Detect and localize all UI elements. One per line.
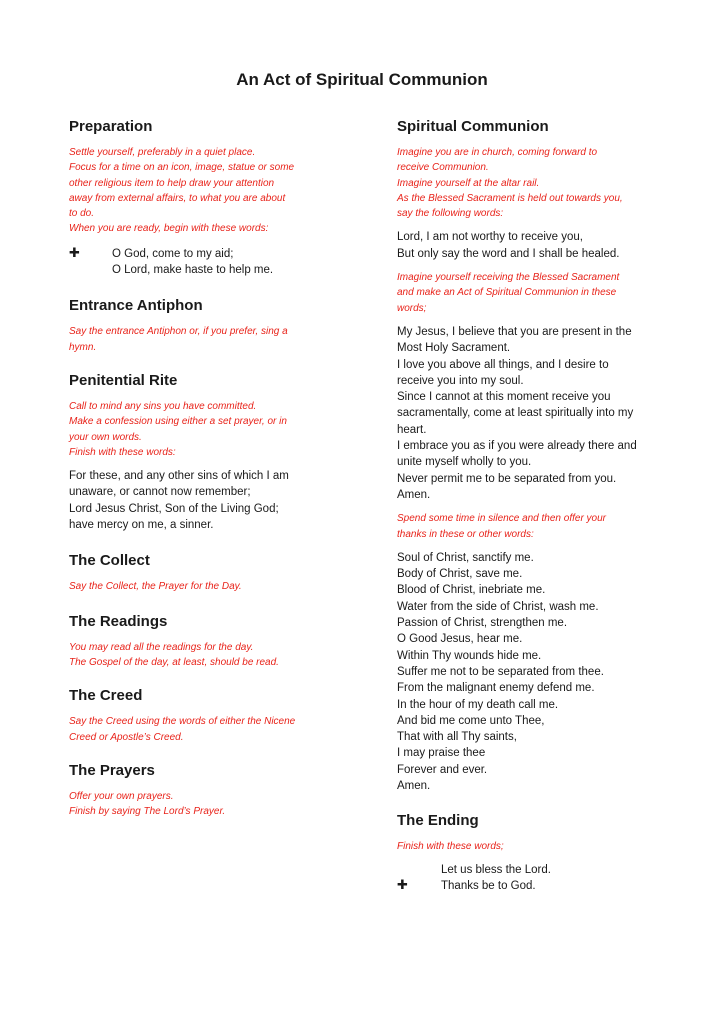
section-preparation [69, 118, 331, 278]
section-spiritual-communion [397, 118, 667, 794]
opening-versicle [69, 246, 331, 279]
instructions-preparation [69, 145, 331, 237]
prayer-line: Body of Christ, save me. [397, 568, 523, 581]
instruction-line: hymn. [69, 341, 97, 353]
heading-ending: The Ending [397, 812, 479, 830]
section-penitential-rite [69, 372, 331, 533]
prayer-line: Most Holy Sacrament. [397, 342, 511, 355]
prayer-line: For these, and any other sins of which I am [69, 470, 289, 483]
instructions-penitential-rite [69, 399, 331, 460]
versicle-line: O Lord, make haste to help me. [112, 264, 274, 277]
instructions-collect [69, 579, 331, 594]
prayer-line: Never permit me to be separated from you. [397, 472, 617, 485]
heading-spiritual-communion: Spiritual Communion [397, 118, 549, 135]
prayer-line: Amen. [397, 488, 431, 501]
instructions-readings [69, 640, 331, 671]
instruction-line: The Gospel of the day, at least, should be read. [69, 656, 279, 668]
instruction-line: to do. [69, 208, 95, 220]
prayer-act-of-communion [397, 324, 667, 503]
prayer-line: Soul of Christ, sanctify me. [397, 551, 534, 564]
instruction-line: Say the entrance Antiphon or, if you prefer, sing a [69, 326, 288, 338]
cross-icon: ✚ [69, 244, 80, 260]
prayer-line: Passion of Christ, strengthen me. [397, 617, 568, 630]
heading-creed: The Creed [69, 687, 143, 705]
instruction-line: Spend some time in silence and then offer your [397, 513, 607, 525]
instruction-line: Creed or Apostle’s Creed. [69, 731, 184, 743]
prayer-line: Forever and ever. [397, 763, 488, 776]
prayer-line: Within Thy wounds hide me. [397, 649, 542, 662]
prayer-not-worthy [397, 229, 667, 262]
prayer-line: unaware, or cannot now remember; [69, 486, 251, 499]
instructions-prayers [69, 789, 331, 820]
prayer-anima-christi [397, 550, 667, 794]
versicle-line: O God, come to my aid; [112, 247, 234, 260]
prayer-line: And bid me come unto Thee, [397, 714, 545, 727]
heading-collect: The Collect [69, 552, 150, 570]
heading-penitential-rite: Penitential Rite [69, 371, 178, 389]
prayer-line: I love you above all things, and I desire to [397, 358, 609, 371]
instruction-line: Say the Creed using the words of either the Nicene [69, 716, 296, 728]
prayer-line: Amen. [397, 779, 431, 792]
instruction-line: Offer your own prayers. [69, 790, 174, 802]
instructions-entrance-antiphon [69, 324, 331, 355]
section-entrance-antiphon [69, 297, 331, 355]
prayer-line: From the malignant enemy defend me. [397, 682, 595, 695]
instruction-line: Make a confession using either a set prayer, or in [69, 416, 287, 428]
section-readings [69, 613, 331, 671]
instruction-line: your own words. [69, 431, 142, 443]
page-title: An Act of Spiritual Communion [236, 70, 488, 89]
prayer-line: I embrace you as if you were already there and [397, 440, 637, 453]
prayer-confession [69, 468, 331, 533]
instructions-communion-3 [397, 511, 667, 542]
prayer-line: Since I cannot at this moment receive you [397, 391, 611, 404]
prayer-line: That with all Thy saints, [397, 731, 517, 744]
cross-icon: ✚ [397, 876, 408, 892]
prayer-line: Water from the side of Christ, wash me. [397, 600, 599, 613]
instruction-line: When you are ready, begin with these words: [69, 223, 269, 235]
section-prayers [69, 762, 331, 820]
instruction-line: As the Blessed Sacrament is held out towards you, [397, 192, 623, 204]
instruction-line: other religious item to help draw your attention [69, 177, 275, 189]
instruction-line: and make an Act of Spiritual Communion in these [397, 287, 617, 299]
versicle-line: Thanks be to God. [441, 879, 536, 892]
instructions-communion-2 [397, 270, 667, 316]
prayer-line: But only say the word and I shall be healed. [397, 247, 620, 260]
instruction-line: Settle yourself, preferably in a quiet place. [69, 147, 256, 158]
instruction-line: away from external affairs, to what you are about [69, 192, 286, 204]
instruction-line: Finish with these words; [397, 841, 504, 853]
heading-prayers: The Prayers [69, 761, 155, 779]
prayer-line: I may praise thee [397, 747, 486, 760]
instruction-line: say the following words: [397, 208, 504, 220]
heading-entrance-antiphon: Entrance Antiphon [69, 297, 203, 315]
prayer-line: have mercy on me, a sinner. [69, 519, 214, 532]
left-column [69, 118, 331, 819]
instruction-line: Imagine you are in church, coming forward to [397, 147, 598, 158]
prayer-line: Blood of Christ, inebriate me. [397, 584, 546, 597]
instruction-line: words; [397, 302, 427, 314]
prayer-line: sacramentally, come at least spiritually into my [397, 407, 634, 420]
prayer-line: My Jesus, I believe that you are present in the [397, 325, 632, 338]
section-ending [397, 812, 667, 894]
instructions-ending [397, 839, 667, 854]
instruction-line: thanks in these or other words: [397, 528, 534, 540]
section-collect [69, 552, 331, 594]
prayer-line: Lord, I am not worthy to receive you, [397, 231, 584, 244]
heading-preparation: Preparation [69, 118, 153, 135]
instruction-line: Focus for a time on an icon, image, statue or some [69, 162, 295, 174]
instruction-line: Call to mind any sins you have committed. [69, 400, 257, 412]
right-column [397, 118, 667, 894]
instructions-creed [69, 714, 331, 745]
section-creed [69, 687, 331, 745]
prayer-line: O Good Jesus, hear me. [397, 633, 523, 646]
instruction-line: Say the Collect, the Prayer for the Day. [69, 581, 242, 593]
prayer-line: In the hour of my death call me. [397, 698, 559, 711]
instruction-line: receive Communion. [397, 162, 489, 174]
prayer-line: Lord Jesus Christ, Son of the Living God; [69, 502, 279, 515]
heading-readings: The Readings [69, 612, 168, 630]
prayer-line: unite myself wholly to you. [397, 456, 532, 469]
instruction-line: You may read all the readings for the day. [69, 641, 254, 653]
closing-versicle [397, 862, 667, 895]
instruction-line: Imagine yourself at the altar rail. [397, 177, 540, 189]
versicle-line: Let us bless the Lord. [441, 863, 551, 876]
instruction-line: Finish by saying The Lord’s Prayer. [69, 806, 226, 818]
instructions-communion-1 [397, 145, 667, 221]
prayer-line: Suffer me not to be separated from thee. [397, 665, 604, 678]
prayer-line: receive you into my soul. [397, 374, 524, 387]
prayer-line: heart. [397, 423, 427, 436]
instruction-line: Finish with these words: [69, 446, 176, 458]
instruction-line: Imagine yourself receiving the Blessed Sacrament [397, 272, 620, 284]
